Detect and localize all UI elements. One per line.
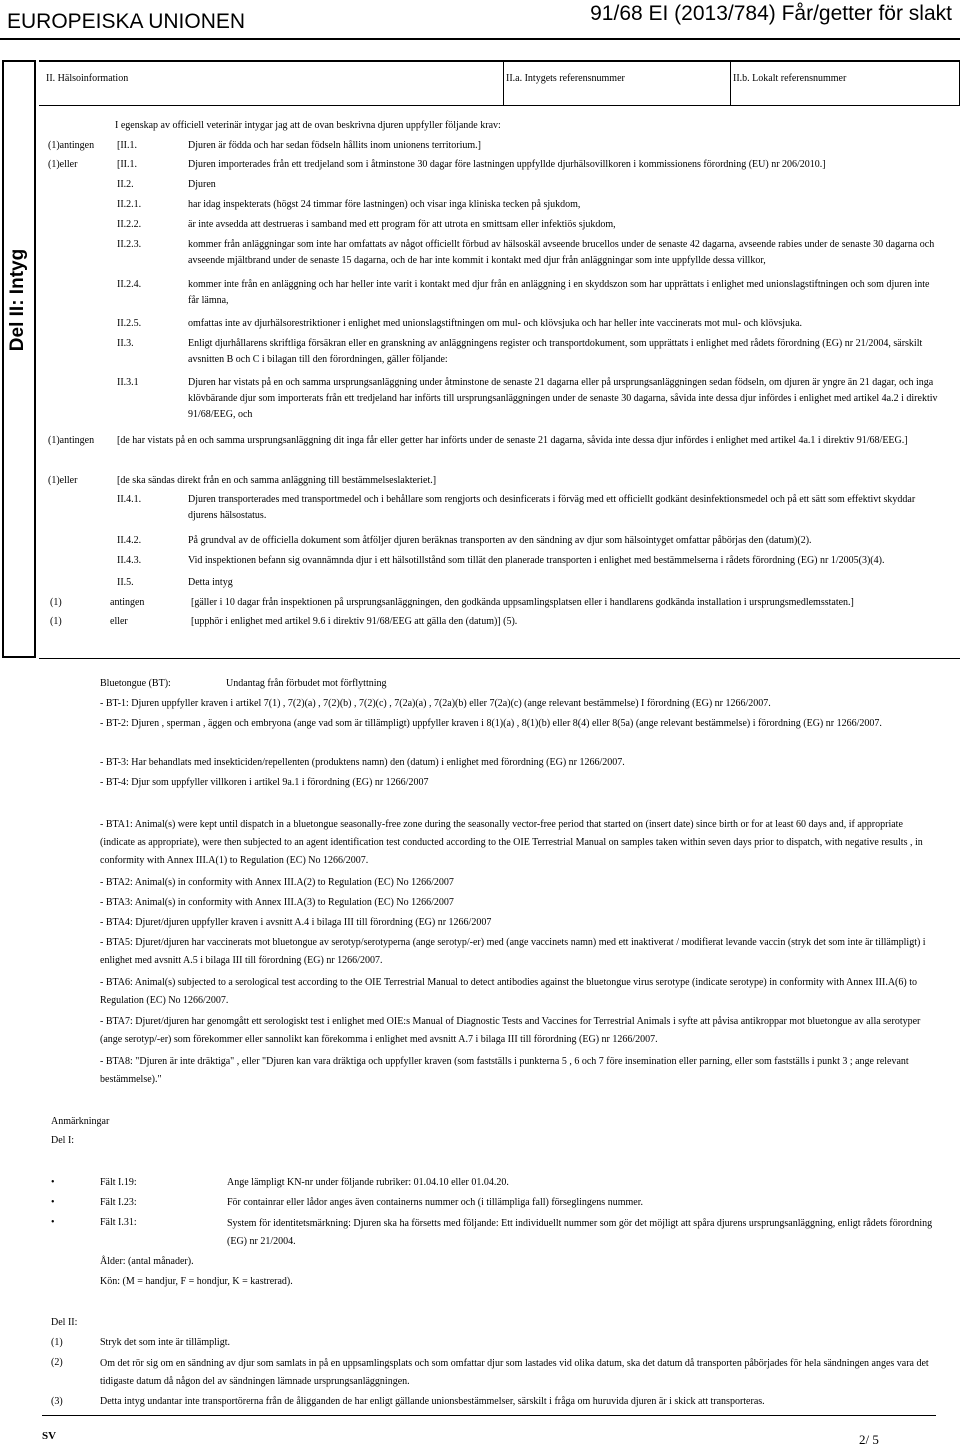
row-text: Djuren transporterades med transportmedel och i behållare som rengjorts och desinficerats i förväg med ett officiellt godkänt desinfektionsmedel och på ett sätt som effektivt skyddar djurens hälsostatus.: [188, 494, 916, 521]
bta-3: - BTA3: Animal(s) in conformity with Annex III.A(3) to Regulation (EC) No 1266/2007: [100, 897, 454, 908]
row-text: På grundval av de officiella dokument som åtföljer djuren beräknas transporten av den sändning av djur som hälsointyget omfattar påbörjas den (datum)(2).: [188, 535, 812, 546]
row-text: [de har vistats på en och samma ursprungsanläggning dit inga får eller getter har införts under de senaste 21 dagarna, såvida inte dessa djur infördes i enlighet med artikel 4a.1 i direktiv 91/68/EEG.]: [117, 435, 908, 446]
bullet: •: [51, 1197, 55, 1208]
table-header: [39, 60, 960, 106]
bt-4: - BT-4: Djur som uppfyller villkoren i artikel 9a.1 i förordning (EG) nr 1266/2007: [100, 777, 429, 788]
row-text: är inte avsedda att destrueras i samband med ett program för att utrota en smittsam eller infektiös sjukdom,: [188, 219, 616, 230]
row-marker: (1)antingen: [48, 140, 95, 151]
bta-2: - BTA2: Animal(s) in conformity with Annex III.A(2) to Regulation (EC) No 1266/2007: [100, 877, 454, 888]
row-number: [II.1.: [117, 140, 137, 151]
column-divider: [730, 62, 731, 105]
row-text: Djuren har vistats på en och samma ursprungsanläggning under åtminstone de senaste 21 dagarna eller på ursprungsanläggningen sedan födseln, om djuren är yngre än 21 dagar, och inga klövbärande djur som importerats från ett tredjeland har införts till ursprungsanläggningen under de senaste 30 dagarna, såvida inte dessa djur infördes i enlighet med artikel 4a.2 i direktiv 91/68/EEG, och: [188, 377, 938, 420]
note-field-text: För containrar eller lådor anges även containerns nummer och (i tillämpliga fall) förseglingens nummer.: [227, 1197, 643, 1208]
row-number: antingen: [110, 597, 145, 608]
header-cell-health-info: II. Hälsoinformation: [46, 73, 129, 84]
row-number: II.2.5.: [117, 318, 142, 329]
note-text: Detta intyg undantar inte transportörerna från de åligganden de har enligt gällande unionsbestämmelser, särskilt i fråga om huruvida djuren är i skick att transporteras.: [100, 1396, 765, 1407]
header-title: EUROPEISKA UNIONEN: [7, 10, 246, 33]
row-number: II.2.3.: [117, 239, 142, 250]
side-label: Del II: Intyg: [7, 248, 28, 352]
note-field-text: Ange lämpligt KN-nr under följande rubriker: 01.04.10 eller 01.04.20.: [227, 1177, 509, 1188]
note-age: Ålder: (antal månader).: [100, 1256, 194, 1267]
row-number: II.2.4.: [117, 279, 142, 290]
row-text: har idag inspekterats (högst 24 timmar före lastningen) och visar inga kliniska tecken på sjukdom,: [188, 199, 581, 210]
note-field-label: Fält I.31:: [100, 1217, 137, 1228]
note-sex: Kön: (M = handjur, F = hondjur, K = kastrerad).: [100, 1276, 293, 1287]
row-text: Vid inspektionen befann sig ovannämnda djur i ett hälsotillstånd som tillät den planerade transporten i enlighet med bestämmelserna i rådets förordning (EG) nr 1/2005(3)(4).: [188, 555, 885, 566]
row-number: II.4.1.: [117, 494, 142, 505]
row-text: [de ska sändas direkt från en och samma anläggning till bestämmelseslakteriet.]: [117, 475, 437, 486]
bt-3: - BT-3: Har behandlats med insekticiden/repellenten (produktens namn) den (datum) i enlighet med förordning (EG) nr 1266/2007.: [100, 757, 625, 768]
row-number: II.4.2.: [117, 535, 142, 546]
row-text: [upphör i enlighet med artikel 9.6 i direktiv 91/68/EEG att gälla den (datum)] (5).: [191, 616, 518, 627]
header-divider: [0, 38, 960, 40]
row-text: kommer inte från en anläggning och har heller inte varit i kontakt med djur från en anläggning i en skyddszon som har upprättats i enlighet med unionslagstiftningen och som djuren inte får lämna,: [188, 279, 930, 306]
row-text: Djuren är födda och har sedan födseln hållits inom unionens territorium.]: [188, 140, 481, 151]
row-number: II.5.: [117, 577, 134, 588]
bt-title-row: [100, 675, 940, 693]
row-text: Djuren: [188, 179, 216, 190]
page-number: 2/ 5: [859, 1432, 879, 1447]
header-cell-reference: II.a. Intygets referensnummer: [506, 73, 625, 84]
row-marker: (1): [50, 616, 62, 627]
bt-1: - BT-1: Djuren uppfyller kraven i artikel 7(1) , 7(2)(a) , 7(2)(b) , 7(2)(c) , 7(2a)(a) , 7(2a)(b) eller 7(2a)(c) (ange relevant bestämmelse) I förordning (EG) nr 1266/2007.: [100, 698, 771, 709]
notes-title: Anmärkningar: [51, 1116, 110, 1127]
note-field-label: Fält I.23:: [100, 1197, 137, 1208]
note-field-label: Fält I.19:: [100, 1177, 137, 1188]
note-number: (2): [51, 1357, 63, 1368]
row-marker: (1)eller: [48, 475, 78, 486]
bt-title: Bluetongue (BT):: [100, 678, 171, 689]
note-number: (1): [51, 1337, 63, 1348]
bta-8: - BTA8: "Djuren är inte dräktiga" , eller "Djuren kan vara dräktiga och uppfyller kraven (som fastställs i punkterna 5 , 6 och 7 före insemination eller parning, eller som fastställs i punkt 3 ; ange relevant bestämmelse).": [100, 1056, 909, 1085]
row-text: Detta intyg: [188, 577, 233, 588]
column-divider: [503, 62, 504, 105]
row-number: [II.1.: [117, 159, 137, 170]
note-text: Om det rör sig om en sändning av djur som samlats in på en uppsamlingsplats och som omfattar djur som lastades vid olika datum, ska det datum då transporten påbörjades för hela sändningen anges vara det tidigaste datum då någon del av sändningen lämnade ursprungsanläggningen.: [100, 1358, 929, 1387]
row-marker: (1)antingen: [48, 435, 95, 446]
row-number: eller: [110, 616, 128, 627]
row-text: Enligt djurhållarens skriftliga försäkran eller en granskning av anläggningens register och transportdokument, som upprättats i enlighet med rådets förordning (EG) nr 21/2004, särskilt avsnitten B och C i bilagan till den förordningen, gäller följande:: [188, 338, 923, 365]
cert-intro: I egenskap av officiell veterinär intygar jag att de ovan beskrivna djuren uppfyller följande krav:: [115, 120, 501, 131]
footer-divider: [42, 1415, 936, 1416]
row-text: Djuren importerades från ett tredjeland som i åtminstone 30 dagar före lastningen uppfyllde djurhälsovillkoren i kommissionens förordning (EU) nr 206/2010.]: [188, 159, 826, 170]
bta-1: - BTA1: Animal(s) were kept until dispatch in a bluetongue seasonally-free zone during the seasonally vector-free period that started on (insert date) since birth or for at least 60 days and, if appropriate (indicate as appropriate), were then subjected to an agent identification test conducted according to the OIE Terrestrial Manual on samples taken within seven days prior to dispatch, with negative results , in conformity with Annex III.A(1) to Regulation (EC) No 1266/2007.: [100, 819, 923, 866]
row-text: omfattas inte av djurhälsorestriktioner i enlighet med unionslagstiftningen om mul- och klövsjuka och har heller inte vaccinerats mot mul- och klövsjuka.: [188, 318, 803, 329]
language-code: SV: [42, 1430, 57, 1442]
bta-6: - BTA6: Animal(s) subjected to a serological test according to the OIE Terrestrial Manual to detect antibodies against the bluetongue virus serotype (indicate serotype) in conformity with Annex III.A(6) to Regulation (EC) No 1266/2007.: [100, 977, 917, 1006]
row-number: II.4.3.: [117, 555, 142, 566]
bta-7: - BTA7: Djuret/djuren har genomgått ett serologiskt test i enlighet med OIE:s Manual of Diagnostic Tests and Vaccines for Terrestrial Animals i syfte att påvisa antikroppar mot bluetongue av alla serotyper (ange serotyp/-er) som förekommer eller sannolikt kan förekomma i enlighet med avsnitt A.7 i bilaga III till förordning (EG) nr 1266/2007.: [100, 1016, 921, 1045]
notes-part1: Del I:: [51, 1135, 75, 1146]
row-number: II.2.1.: [117, 199, 142, 210]
note-text: Stryk det som inte är tillämpligt.: [100, 1337, 230, 1348]
bta-4: - BTA4: Djuret/djuren uppfyller kraven i avsnitt A.4 i bilaga III till förordning (EG) nr 1266/2007: [100, 917, 492, 928]
notes-part2: Del II:: [51, 1317, 78, 1328]
row-text: [gäller i 10 dagar från inspektionen på ursprungsanläggningen, den godkända uppsamlingsplatsen eller i handlarens godkända installation i ursprungsmedlemsstaten.]: [191, 597, 854, 608]
row-text: kommer från anläggningar som inte har omfattats av något officiellt förbud av hälsoskäl avseende brucellos under de senaste 42 dagarna, avseende rabies under de senaste 30 dagarna och avseende mjältbrand under de senaste 15 dagarna, och de har inte kommit i kontakt med djur från anläggningar som inte uppfyllde dessa villkor,: [188, 239, 935, 266]
row-number: II.3.1: [117, 377, 139, 388]
header-reference: 91/68 EI (2013/784) Får/getter för slakt: [590, 2, 952, 25]
row-marker: (1)eller: [48, 159, 78, 170]
row-marker: (1): [50, 597, 62, 608]
note-number: (3): [51, 1396, 63, 1407]
row-number: II.2.: [117, 179, 134, 190]
bullet: •: [51, 1177, 55, 1188]
bt-title-desc: Undantag från förbudet mot förflyttning: [226, 678, 387, 689]
row-number: II.3.: [117, 338, 134, 349]
bullet: •: [51, 1217, 55, 1228]
note-field-text: System för identitetsmärkning: Djuren ska ha försetts med följande: Ett individuellt nummer som gör det möjligt att spåra djurens ursprungsanläggning, enligt rådets förordning (EG) nr 21/2004.: [227, 1218, 933, 1247]
row-number: II.2.2.: [117, 219, 142, 230]
bt-2: - BT-2: Djuren , sperman , äggen och embryona (ange vad som är tillämpligt) uppfyller kraven i 8(1)(a) , 8(1)(b) eller 8(4) eller 8(5a) (ange relevant bestämmelse) i förordning (EG) nr 1266/2007.: [100, 718, 882, 729]
bta-5: - BTA5: Djuret/djuren har vaccinerats mot bluetongue av serotyp/serotyperna (ange serotyp/-er) med (ange vaccinets namn) med ett inaktiverat / modifierat levande vaccin (stryk det som inte är tillämpligt) i enlighet med avsnitt A.5 i bilaga III till förordning (EG) nr 1266/2007.: [100, 937, 926, 966]
header-cell-local-reference: II.b. Lokalt referensnummer: [733, 73, 847, 84]
